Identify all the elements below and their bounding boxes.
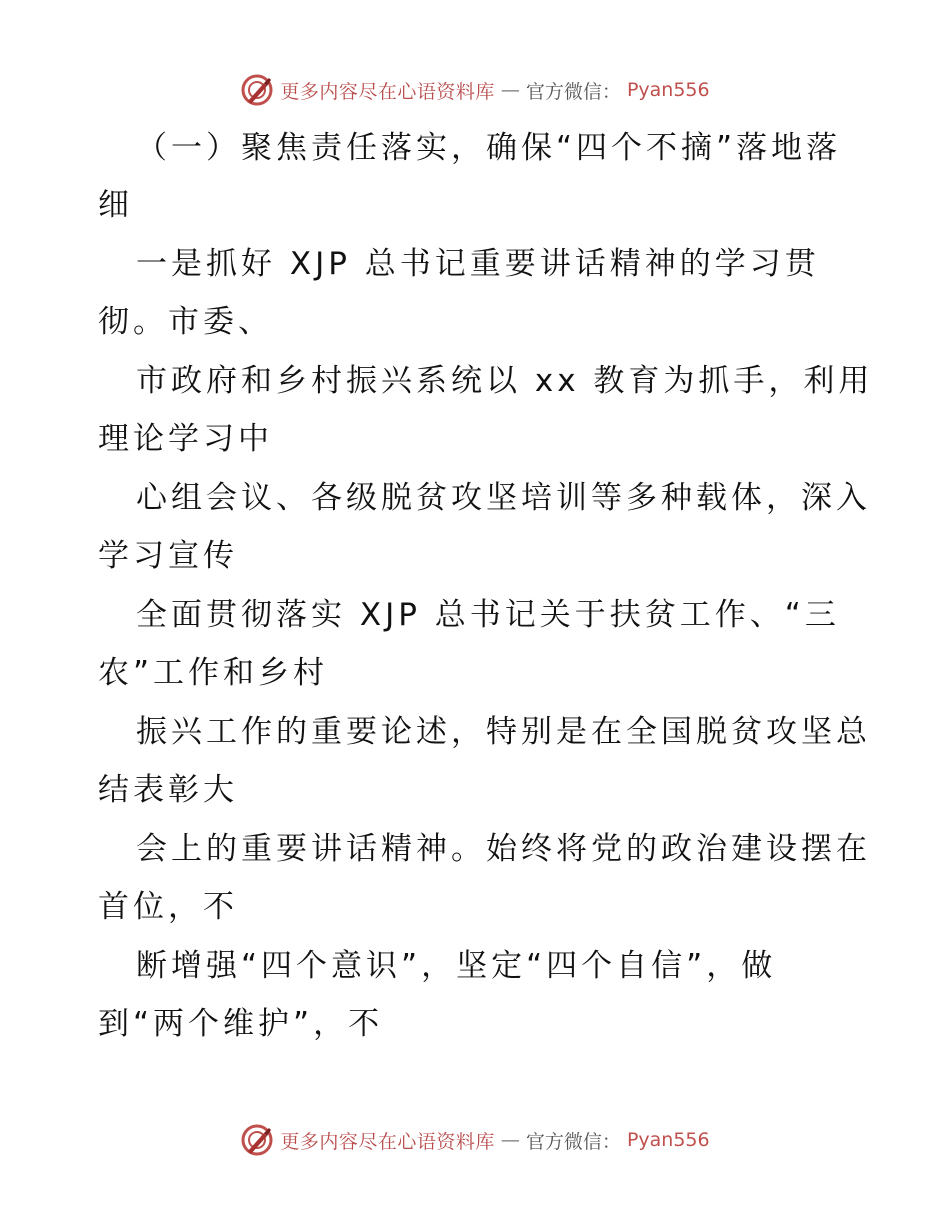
pen-logo-icon bbox=[240, 73, 274, 107]
text-line: 全面贯彻落实 XJP 总书记关于扶贫工作、“三 bbox=[136, 597, 840, 633]
text-line: 到“两个维护”，不 bbox=[98, 1006, 384, 1042]
pen-logo-icon bbox=[240, 1123, 274, 1157]
text-line: 首位，不 bbox=[98, 889, 238, 925]
text-line: 振兴工作的重要论述，特别是在全国脱贫攻坚总 bbox=[136, 714, 871, 750]
header-watermark bbox=[0, 72, 950, 108]
text-line: 农”工作和乡村 bbox=[98, 655, 329, 691]
watermark-wechat-label: 官方微信： bbox=[525, 1130, 621, 1153]
text-line: 心组会议、各级脱贫攻坚培训等多种载体，深入 bbox=[136, 480, 871, 516]
watermark-separator: — bbox=[500, 79, 520, 101]
watermark-account: Pyan556 bbox=[626, 79, 710, 101]
text-line: 一是抓好 XJP 总书记重要讲话精神的学习贯 bbox=[136, 246, 820, 282]
text-line: 学习宣传 bbox=[98, 538, 238, 574]
text-line: 细 bbox=[98, 187, 133, 223]
watermark-brand-text: 更多内容尽在心语资料库 bbox=[280, 80, 495, 103]
text-line: 结表彰大 bbox=[98, 772, 238, 808]
watermark-account: Pyan556 bbox=[626, 1129, 710, 1151]
footer-watermark bbox=[0, 1122, 950, 1158]
watermark-brand-text: 更多内容尽在心语资料库 bbox=[280, 1130, 495, 1153]
text-line: 会上的重要讲话精神。始终将党的政治建设摆在 bbox=[136, 831, 871, 867]
text-line: 市政府和乡村振兴系统以 xx 教育为抓手，利用 bbox=[136, 363, 874, 399]
watermark-wechat-label: 官方微信： bbox=[525, 80, 621, 103]
text-line: 断增强“四个意识”，坚定“四个自信”，做 bbox=[136, 948, 777, 984]
text-line: 理论学习中 bbox=[98, 421, 273, 457]
watermark-separator: — bbox=[500, 1129, 520, 1151]
text-line: （一）聚焦责任落实，确保“四个不摘”落地落 bbox=[136, 130, 842, 166]
text-line: 彻。市委、 bbox=[98, 304, 273, 340]
